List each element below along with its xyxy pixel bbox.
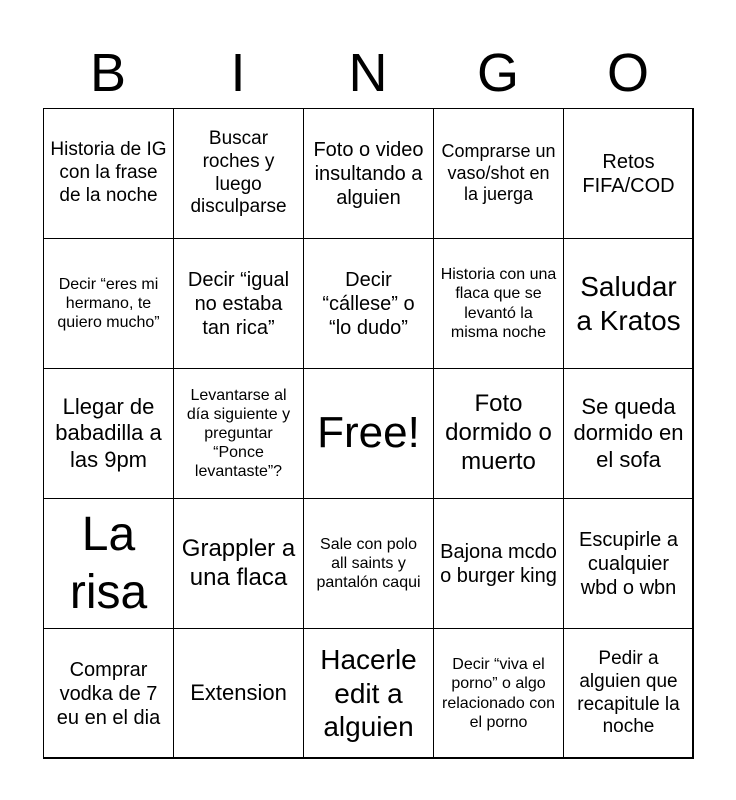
bingo-cell[interactable]: Saludar a Kratos	[563, 238, 694, 369]
header-letter-i: I	[230, 43, 246, 103]
bingo-cell[interactable]: Foto o video insultando a alguien	[303, 108, 434, 239]
bingo-cell[interactable]: La risa	[43, 498, 174, 629]
bingo-header	[43, 38, 693, 108]
bingo-cell[interactable]: Extension	[173, 628, 304, 759]
bingo-cell[interactable]: Historia de IG con la frase de la noche	[43, 108, 174, 239]
bingo-cell[interactable]: Retos FIFA/COD	[563, 108, 694, 239]
bingo-cell[interactable]: Hacerle edit a alguien	[303, 628, 434, 759]
bingo-cell[interactable]: Decir “eres mi hermano, te quiero mucho”	[43, 238, 174, 369]
bingo-cell[interactable]: Comprar vodka de 7 eu en el dia	[43, 628, 174, 759]
bingo-cell[interactable]: Historia con una flaca que se levantó la misma noche	[433, 238, 564, 369]
bingo-cell[interactable]: Llegar de babadilla a las 9pm	[43, 368, 174, 499]
header-letter-g: G	[476, 43, 519, 103]
bingo-cell[interactable]: Comprarse un vaso/shot en la juerga	[433, 108, 564, 239]
bingo-cell[interactable]: Pedir a alguien que recapitule la noche	[563, 628, 694, 759]
bingo-cell[interactable]: Levantarse al día siguiente y preguntar “Ponce levantaste”?	[173, 368, 304, 499]
bingo-cell[interactable]: Decir “viva el porno” o algo relacionado con el porno	[433, 628, 564, 759]
bingo-cell[interactable]: Bajona mcdo o burger king	[433, 498, 564, 629]
bingo-cell[interactable]: Se queda dormido en el sofa	[563, 368, 694, 499]
bingo-cell[interactable]: Grappler a una flaca	[173, 498, 304, 629]
bingo-card-grid	[43, 108, 693, 758]
bingo-cell[interactable]: Sale con polo all saints y pantalón caqui	[303, 498, 434, 629]
bingo-cell[interactable]: Foto dormido o muerto	[433, 368, 564, 499]
bingo-cell[interactable]: Buscar roches y luego disculparse	[173, 108, 304, 239]
bingo-cell[interactable]: Escupirle a cualquier wbd o wbn	[563, 498, 694, 629]
header-letter-b: B	[89, 43, 127, 103]
header-letter-n: N	[348, 43, 388, 103]
bingo-cell[interactable]: Decir “cállese” o “lo dudo”	[303, 238, 434, 369]
bingo-cell[interactable]: Decir “igual no estaba tan rica”	[173, 238, 304, 369]
bingo-free-cell[interactable]: Free!	[303, 368, 434, 499]
header-letter-o: O	[606, 43, 649, 103]
